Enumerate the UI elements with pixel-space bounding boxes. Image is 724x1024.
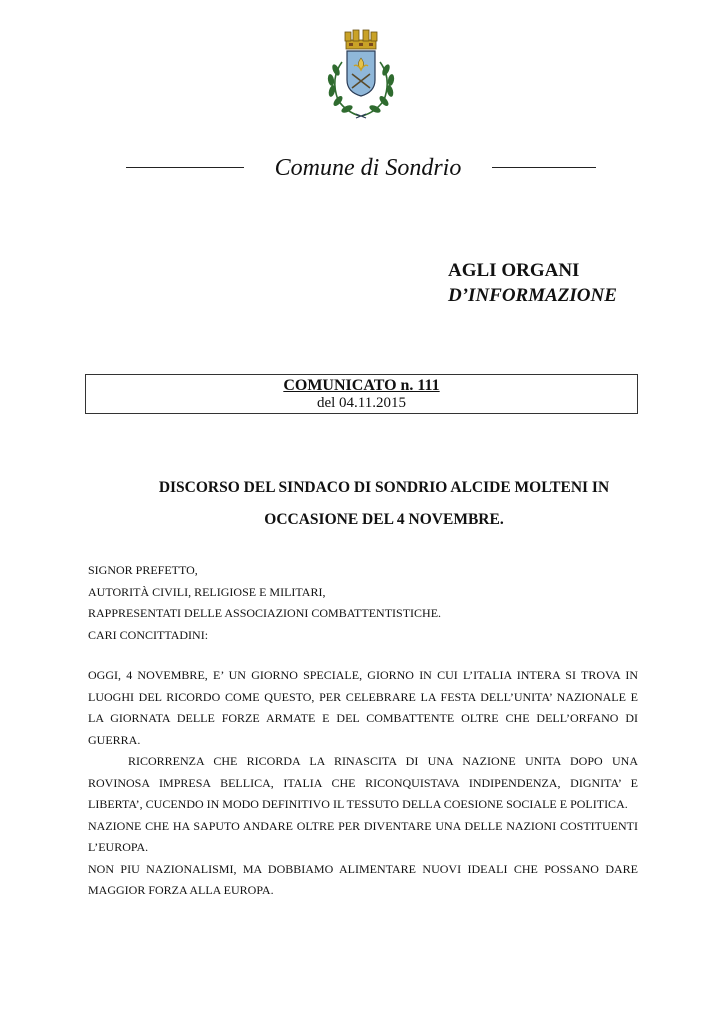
subject-line-2: OCCASIONE DEL 4 NOVEMBRE. [264,511,504,528]
greeting-line: SIGNOR PREFETTO, [88,563,198,577]
crown-icon [345,30,377,49]
coat-of-arms-logo [316,28,406,123]
shield-icon [347,51,375,96]
speech-body [88,665,638,902]
greeting-line: AUTORITÀ CIVILI, RELIGIOSE E MILITARI, [88,584,326,599]
communique-date: del 04.11.2015 [316,395,407,411]
body-paragraph: NAZIONE CHE HA SAPUTO ANDARE OLTRE PER DIVENTARE UNA DELLE NAZIONI COSTITUENTI L’EUROPA. [88,818,638,854]
subject-heading [84,472,684,536]
recipient-line-2: D’INFORMAZIONE [448,285,617,306]
municipality-name: Comune di Sondrio [274,155,462,181]
header-rule-right [492,167,596,168]
recipient-line-1: AGLI ORGANI [448,260,580,281]
body-paragraph: RICORRENZA CHE RICORDA LA RINASCITA DI UNA NAZIONE UNITA DOPO UNA ROVINOSA IMPRESA BELLICA, ITALIA CHE RICONQUISTAVA INDIPENDENZA, DIGNITA’ E LIBERTA’, CUCENDO IN MODO DEFINITIVO IL TESSUTO DELLA COESIONE SOCIALE E POLITICA. [88,754,638,811]
communique-box [85,374,638,414]
body-paragraph: NON PIU NAZIONALISMI, MA DOBBIAMO ALIMENTARE NUOVI IDEALI CHE POSSANO DARE MAGGIOR FORZA ALLA EUROPA. [88,861,638,897]
subject-line-1: DISCORSO DEL SINDACO DI SONDRIO ALCIDE MOLTENI IN [158,479,610,496]
header-rule-left [126,167,244,168]
greeting-line: RAPPRESENTATI DELLE ASSOCIAZIONI COMBATTENTISTICHE. [88,606,442,620]
greeting-line: CARI CONCITTADINI: [88,627,209,642]
communique-title: COMUNICATO n. 111 [283,377,440,394]
greetings-block [88,560,441,646]
recipient-block [448,258,617,308]
body-paragraph: OGGI, 4 NOVEMBRE, E’ UN GIORNO SPECIALE, GIORNO IN CUI L’ITALIA INTERA SI TROVA IN LUOGHI DEL RICORDO COME QUESTO, PER CELEBRARE LA FESTA DELL’UNITA’ NAZIONALE E LA GIORNATA DELLE FORZE ARMATE E DEL COMBATTENTE OLTRE CHE DELL’ORFANO DI GUERRA. [88,668,638,747]
